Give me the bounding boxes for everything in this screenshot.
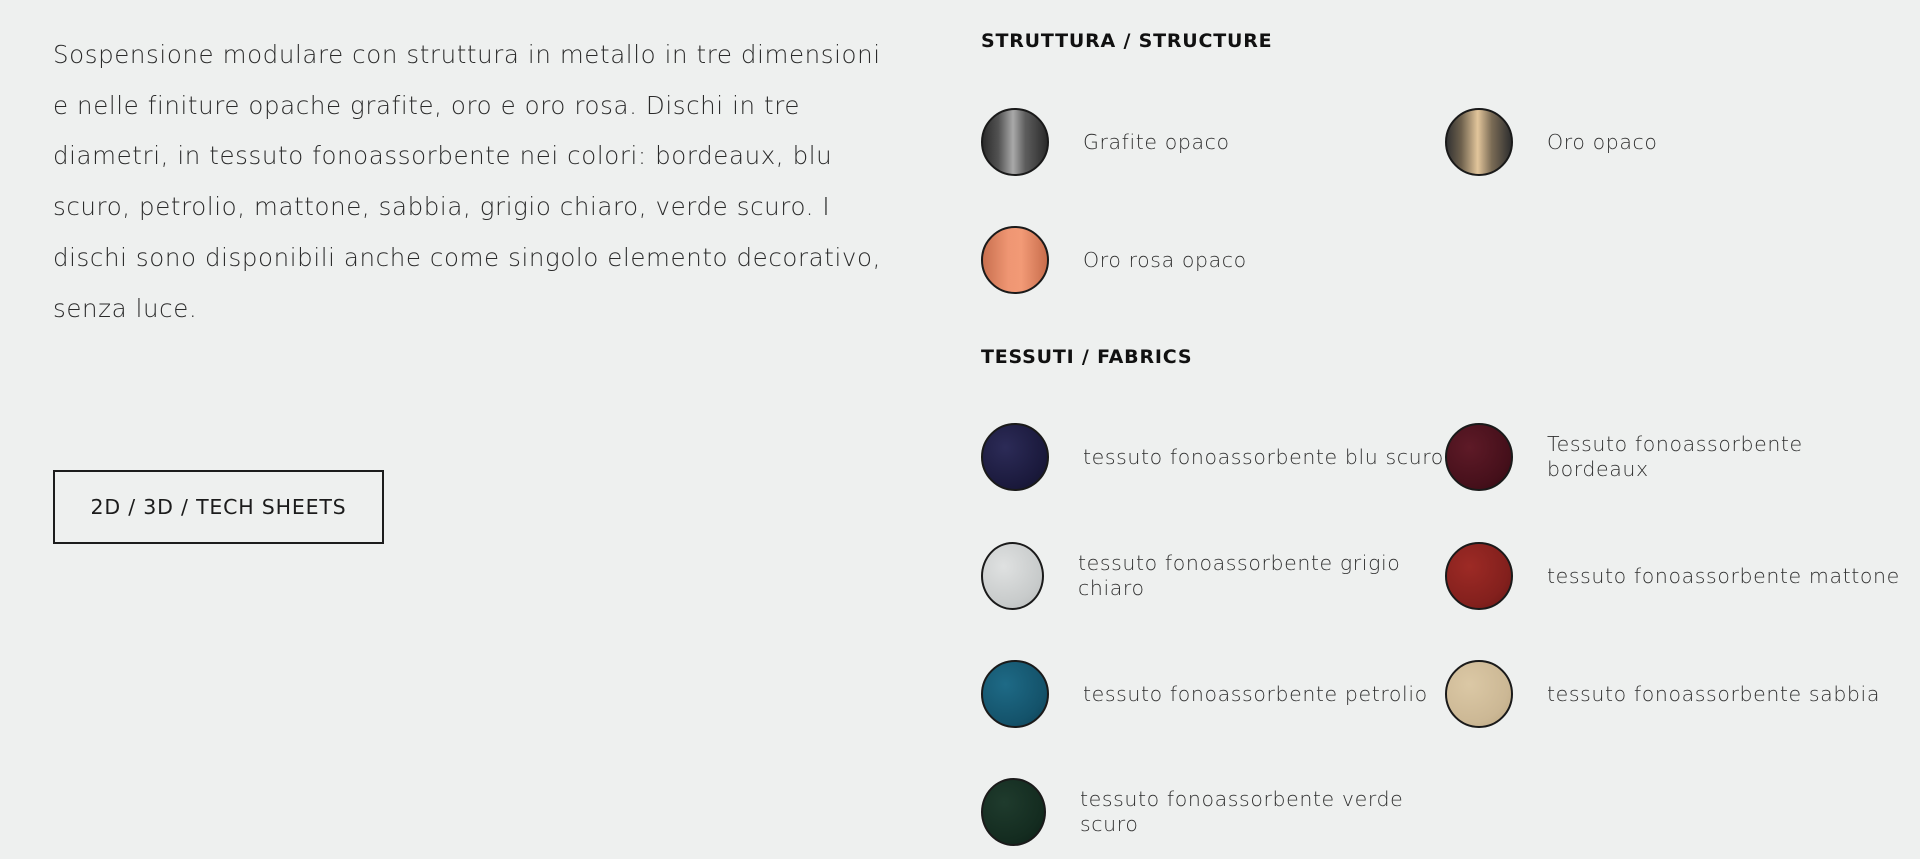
blu-scuro-swatch-icon bbox=[981, 423, 1049, 491]
structure-section-title: STRUTTURA / STRUCTURE bbox=[981, 30, 1273, 52]
grafite-swatch-icon bbox=[981, 108, 1049, 176]
swatch-label: Tessuto fonoassorbente bordeaux bbox=[1547, 432, 1803, 481]
swatch-item-bordeaux[interactable] bbox=[1445, 423, 1847, 491]
swatch-label: tessuto fonoassorbente blu scuro bbox=[1083, 444, 1444, 469]
swatch-item-grigio-chiaro[interactable] bbox=[981, 542, 1418, 610]
bordeaux-swatch-icon bbox=[1445, 423, 1513, 491]
swatch-label: tessuto fonoassorbente grigio chiaro bbox=[1078, 551, 1401, 600]
swatch-label: Oro rosa opaco bbox=[1083, 247, 1247, 272]
product-description: Sospensione modulare con struttura in metallo in tre dimensioni e nelle finiture opache grafite, oro e oro rosa. Dischi in tre diametri, in tessuto fonoassorbente nei colori: bordeaux, blu scuro, petrolio, mattone, sabbia, grigio chiaro, verde scuro. I dischi sono disponibili anche come singolo elemento decorativo, senza luce. bbox=[53, 40, 881, 323]
verde-scuro-swatch-icon bbox=[981, 778, 1046, 846]
swatch-label: tessuto fonoassorbente verde scuro bbox=[1080, 787, 1404, 836]
tech-sheets-button[interactable]: 2D / 3D / TECH SHEETS bbox=[53, 470, 384, 544]
swatch-item-blu-scuro[interactable] bbox=[981, 423, 1503, 491]
swatch-item-oro-rosa-opaco[interactable] bbox=[981, 226, 1247, 294]
grigio-chiaro-swatch-icon bbox=[981, 542, 1044, 610]
fabrics-section-title: TESSUTI / FABRICS bbox=[981, 346, 1193, 368]
mattone-swatch-icon bbox=[1445, 542, 1513, 610]
oro-rosa-swatch-icon bbox=[981, 226, 1049, 294]
sabbia-swatch-icon bbox=[1445, 660, 1513, 728]
swatch-item-mattone[interactable] bbox=[1445, 542, 1920, 610]
swatch-item-grafite-opaco[interactable] bbox=[981, 108, 1230, 176]
swatch-item-oro-opaco[interactable] bbox=[1445, 108, 1658, 176]
petrolio-swatch-icon bbox=[981, 660, 1049, 728]
swatch-label: Grafite opaco bbox=[1083, 129, 1230, 154]
swatch-item-sabbia[interactable] bbox=[1445, 660, 1920, 728]
swatch-item-verde-scuro[interactable] bbox=[981, 778, 1420, 846]
swatch-label: tessuto fonoassorbente mattone bbox=[1547, 563, 1900, 588]
swatch-item-petrolio[interactable] bbox=[981, 660, 1503, 728]
swatch-label: tessuto fonoassorbente petrolio bbox=[1083, 681, 1428, 706]
oro-swatch-icon bbox=[1445, 108, 1513, 176]
swatch-label: tessuto fonoassorbente sabbia bbox=[1547, 681, 1880, 706]
swatch-label: Oro opaco bbox=[1547, 129, 1658, 154]
